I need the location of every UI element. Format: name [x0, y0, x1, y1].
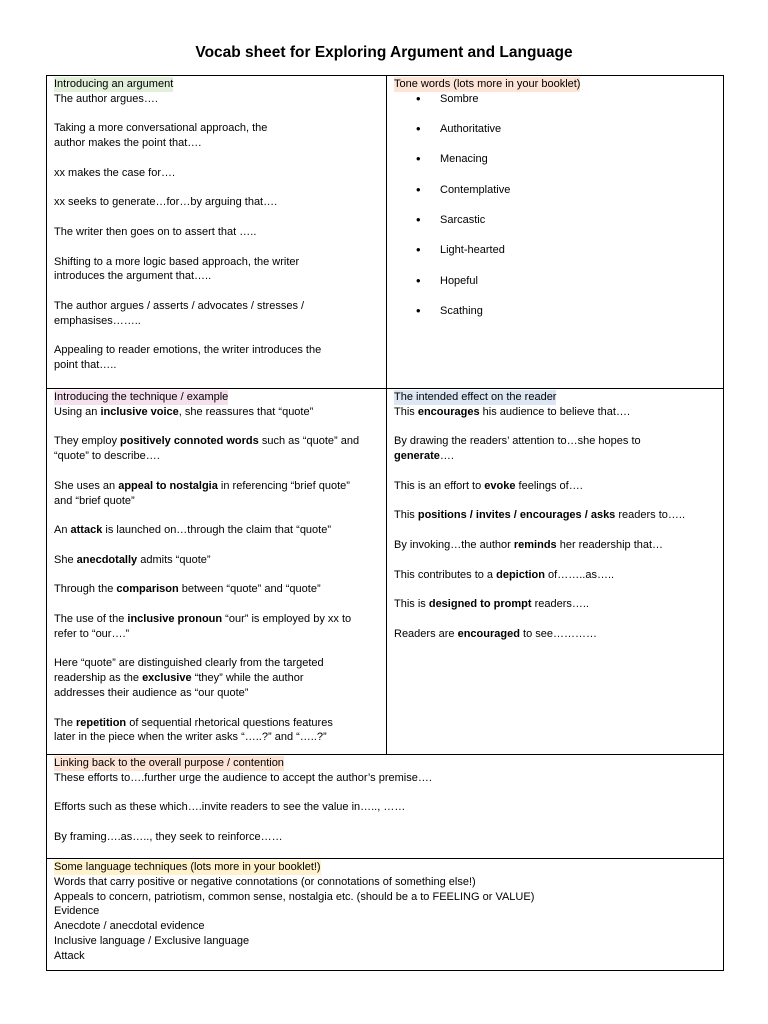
phrase-paragraph — [54, 800, 716, 815]
phrase-text: This is — [394, 598, 429, 611]
phrase-text: The — [54, 716, 77, 729]
phrase-text: The author argues / asserts / advocates / stresses / — [54, 299, 305, 312]
tone-word-item: • Scathing — [416, 304, 716, 319]
key-term: positively connoted words — [120, 435, 259, 448]
row-linking-back — [47, 755, 724, 859]
phrase-text: Readers are — [394, 627, 458, 640]
phrase-text: “they” while the author — [191, 672, 304, 685]
phrase-text: Taking a more conversational approach, the — [54, 122, 268, 135]
phrase-paragraph — [54, 405, 379, 420]
key-term: appeal to nostalgia — [118, 479, 218, 492]
language-technique-item: Appeals to concern, patriotism, common sense, nostalgia etc. (should be a to FEELING or VALUE) — [54, 890, 535, 903]
row-technique-effect — [47, 389, 724, 755]
phrase-paragraph — [394, 405, 716, 420]
heading-intended-effect: The intended effect on the reader — [394, 391, 557, 403]
phrase-text: and “brief quote” — [54, 494, 135, 507]
tone-word-item: • Menacing — [416, 152, 716, 167]
cell-intended-effect — [387, 389, 724, 755]
cell-linking-back — [47, 755, 724, 859]
language-techniques-list — [54, 875, 716, 964]
phrase-paragraph — [394, 538, 716, 553]
introducing-technique-phrases — [54, 405, 379, 745]
phrase-text: is launched on…through the claim that “quote” — [102, 524, 332, 537]
phrase-text: readership as the — [54, 672, 143, 685]
tone-word-item: • Sarcastic — [416, 213, 716, 228]
tone-words-list — [394, 92, 716, 319]
phrase-text: …. — [439, 450, 454, 463]
heading-introducing-technique: Introducing the technique / example — [54, 391, 229, 403]
phrase-text: feelings of…. — [515, 479, 583, 492]
phrase-text: of……..as….. — [545, 568, 615, 581]
linking-back-phrases — [54, 771, 716, 845]
key-term: inclusive voice — [100, 405, 179, 418]
phrase-text: “our” is employed by xx to — [222, 612, 352, 625]
phrase-paragraph — [54, 166, 379, 181]
phrase-paragraph — [394, 434, 716, 464]
phrase-text: These efforts to….further urge the audience to accept the author’s premise…. — [54, 771, 432, 784]
intended-effect-phrases — [394, 405, 716, 642]
row-argument-tone — [47, 76, 724, 389]
phrase-text: This is an effort to — [394, 479, 485, 492]
phrase-paragraph — [54, 225, 379, 240]
phrase-text: author makes the point that…. — [54, 137, 202, 150]
key-term: inclusive pronoun — [127, 612, 223, 625]
phrase-text: “quote” to describe…. — [54, 450, 160, 463]
phrase-text: This contributes to a — [394, 568, 497, 581]
cell-language-techniques — [47, 859, 724, 971]
key-term: comparison — [116, 583, 179, 596]
phrase-text: The use of the — [54, 612, 128, 625]
phrase-text: his audience to believe that…. — [479, 405, 631, 418]
heading-introducing-argument: Introducing an argument — [54, 78, 174, 90]
heading-linking-back: Linking back to the overall purpose / contention — [54, 757, 284, 769]
phrase-text: They employ — [54, 435, 121, 448]
heading-tone-words: Tone words (lots more in your booklet) — [394, 78, 581, 90]
phrase-paragraph — [54, 343, 379, 373]
phrase-paragraph — [54, 771, 716, 786]
phrase-text: By invoking…the author — [394, 538, 514, 551]
key-term: generate — [394, 450, 440, 463]
phrase-text: An — [54, 524, 71, 537]
phrase-text: in referencing “brief quote” — [217, 479, 350, 492]
cell-introducing-technique — [47, 389, 387, 755]
phrase-text: This — [394, 405, 418, 418]
phrase-paragraph — [54, 612, 379, 642]
phrase-text: Appealing to reader emotions, the writer introduces the — [54, 344, 322, 357]
phrase-text: point that….. — [54, 359, 117, 372]
key-term: anecdotally — [76, 553, 138, 566]
heading-language-techniques: Some language techniques (lots more in your booklet!) — [54, 861, 321, 873]
phrase-text: She uses an — [54, 479, 119, 492]
phrase-text: By drawing the readers’ attention to…she hopes to — [394, 435, 641, 448]
phrase-text: to see………… — [519, 627, 597, 640]
phrase-text: By framing….as….., they seek to reinforce…… — [54, 830, 283, 843]
tone-word-item: • Contemplative — [416, 183, 716, 198]
key-term: repetition — [76, 716, 127, 729]
phrase-paragraph — [54, 92, 379, 107]
phrase-text: , she reassures that “quote” — [178, 405, 314, 418]
key-term: attack — [70, 524, 103, 537]
phrase-text: readers to….. — [615, 509, 686, 522]
phrase-paragraph — [54, 299, 379, 329]
phrase-paragraph — [54, 553, 379, 568]
phrase-text: She — [54, 553, 77, 566]
cell-introducing-argument — [47, 76, 387, 389]
phrase-text: refer to “our….” — [54, 627, 130, 640]
vocab-table — [46, 75, 724, 971]
language-technique-item: Words that carry positive or negative connotations (or connotations of something else!) — [54, 875, 476, 888]
phrase-paragraph — [54, 121, 379, 151]
key-term: encourages — [417, 405, 480, 418]
phrase-text: introduces the argument that….. — [54, 270, 212, 283]
phrase-paragraph — [394, 597, 716, 612]
row-language-techniques — [47, 859, 724, 971]
phrase-text: emphasises…….. — [54, 314, 141, 327]
language-technique-item: Anecdote / anecdotal evidence — [54, 920, 205, 933]
phrase-paragraph — [54, 434, 379, 464]
tone-word-item: • Sombre — [416, 92, 716, 107]
phrase-text: addresses their audience as “our quote” — [54, 686, 249, 699]
phrase-text: Efforts such as these which….invite readers to see the value in….., …… — [54, 801, 406, 814]
phrase-paragraph — [54, 479, 379, 509]
key-term: designed to prompt — [428, 598, 532, 611]
language-technique-item: Evidence — [54, 905, 100, 918]
phrase-paragraph — [54, 195, 379, 210]
phrase-text: Here “quote” are distinguished clearly from the targeted — [54, 657, 324, 670]
phrase-paragraph — [394, 627, 716, 642]
phrase-text: between “quote” and “quote” — [178, 583, 321, 596]
page-title: Vocab sheet for Exploring Argument and Language — [195, 44, 573, 61]
key-term: evoke — [484, 479, 516, 492]
tone-word-item: • Light-hearted — [416, 243, 716, 258]
phrase-paragraph — [394, 479, 716, 494]
phrase-text: xx seeks to generate…for…by arguing that…. — [54, 196, 278, 209]
introducing-argument-phrases — [54, 92, 379, 373]
cell-tone-words — [387, 76, 724, 389]
phrase-paragraph — [394, 568, 716, 583]
language-technique-item: Inclusive language / Exclusive language — [54, 934, 250, 947]
phrase-text: her readership that… — [556, 538, 664, 551]
phrase-paragraph — [54, 830, 716, 845]
phrase-text: readers….. — [531, 598, 589, 611]
phrase-text: The author argues…. — [54, 92, 158, 105]
phrase-paragraph — [54, 523, 379, 538]
key-term: positions / invites / encourages / asks — [417, 509, 616, 522]
phrase-text: The writer then goes on to assert that ….. — [54, 225, 257, 238]
phrase-text: such as “quote” and — [258, 435, 360, 448]
phrase-text: Through the — [54, 583, 117, 596]
phrase-paragraph — [54, 716, 379, 746]
phrase-paragraph — [394, 508, 716, 523]
phrase-text: This — [394, 509, 418, 522]
phrase-text: of sequential rhetorical questions features — [126, 716, 333, 729]
key-term: exclusive — [142, 672, 192, 685]
phrase-paragraph — [54, 582, 379, 597]
phrase-paragraph — [54, 255, 379, 285]
phrase-text: Shifting to a more logic based approach, the writer — [54, 255, 300, 268]
phrase-text: later in the piece when the writer asks “…..?” and “…..?” — [54, 731, 327, 744]
language-technique-item: Attack — [54, 949, 85, 962]
key-term: depiction — [496, 568, 545, 581]
tone-word-item: • Authoritative — [416, 122, 716, 137]
key-term: encouraged — [457, 627, 520, 640]
phrase-text: Using an — [54, 405, 101, 418]
key-term: reminds — [513, 538, 557, 551]
tone-word-item: • Hopeful — [416, 274, 716, 289]
phrase-text: xx makes the case for…. — [54, 166, 176, 179]
phrase-paragraph — [54, 656, 379, 700]
phrase-text: admits “quote” — [137, 553, 211, 566]
